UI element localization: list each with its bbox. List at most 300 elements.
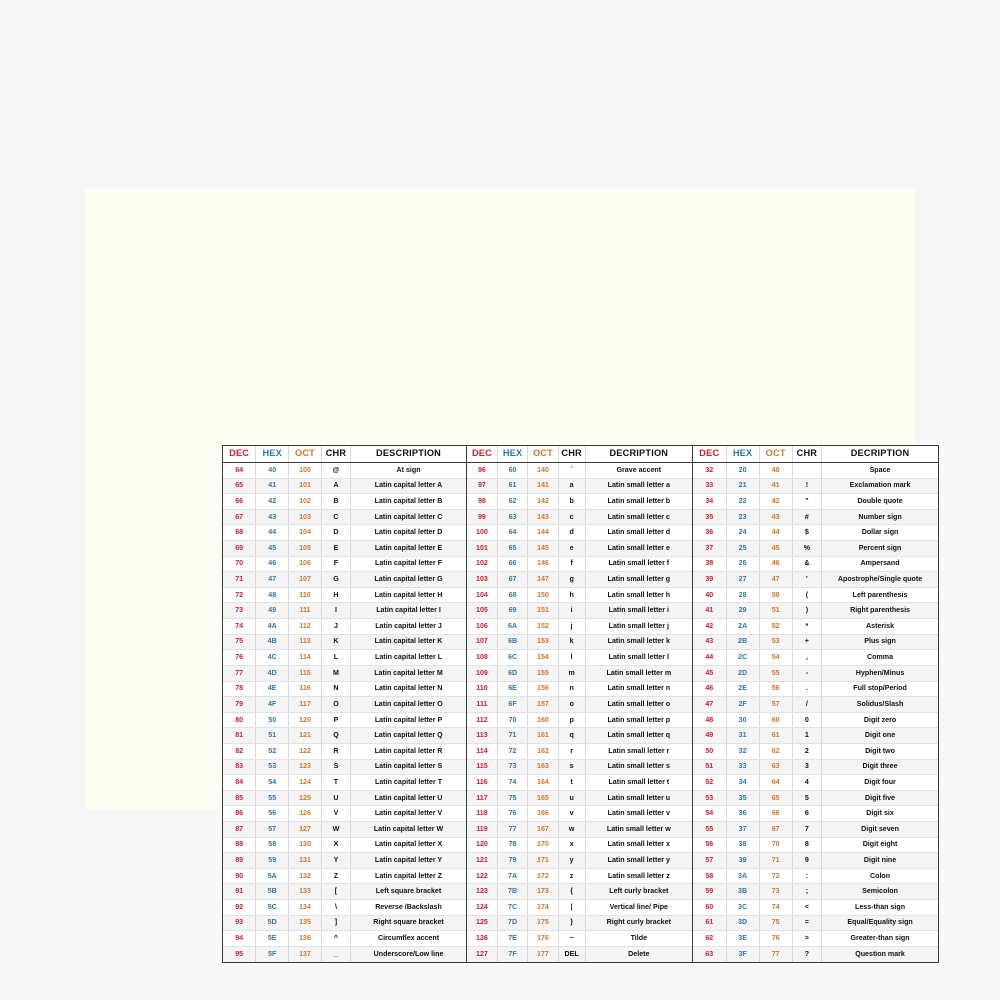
cell-chr: / xyxy=(792,697,821,713)
column-group-punctuation-digits-group xyxy=(692,446,938,962)
table-row xyxy=(467,463,692,479)
column-header-dec: DEC xyxy=(467,446,497,463)
cell-oct: 143 xyxy=(528,509,558,525)
cell-description: Circumflex accent xyxy=(351,931,466,947)
cell-hex: 6D xyxy=(497,665,527,681)
table-row xyxy=(693,946,938,961)
cell-oct: 162 xyxy=(528,743,558,759)
table-row xyxy=(223,556,466,572)
cell-chr: X xyxy=(321,837,350,853)
cell-oct: 57 xyxy=(759,697,792,713)
cell-hex: 3D xyxy=(726,915,759,931)
cell-description: Latin capital letter I xyxy=(351,603,466,619)
cell-description: Latin capital letter M xyxy=(351,665,466,681)
cell-hex: 2E xyxy=(726,681,759,697)
cell-chr: < xyxy=(792,900,821,916)
cell-hex: 73 xyxy=(497,759,527,775)
table-row xyxy=(467,478,692,494)
ascii-table-block xyxy=(222,445,939,963)
cell-dec: 66 xyxy=(223,494,256,510)
cell-chr: R xyxy=(321,743,350,759)
table-row xyxy=(467,931,692,947)
cell-oct: 134 xyxy=(289,900,322,916)
table-row xyxy=(693,650,938,666)
cell-hex: 62 xyxy=(497,494,527,510)
table-row xyxy=(467,790,692,806)
cell-description: Latin small letter f xyxy=(585,556,692,572)
table-header-row xyxy=(693,446,938,463)
table-row xyxy=(693,759,938,775)
cell-chr xyxy=(792,463,821,479)
cell-chr: . xyxy=(792,681,821,697)
cell-description: Colon xyxy=(822,868,938,884)
cell-hex: 36 xyxy=(726,806,759,822)
table-row xyxy=(223,775,466,791)
cell-dec: 87 xyxy=(223,822,256,838)
cell-oct: 140 xyxy=(528,463,558,479)
table-row xyxy=(223,728,466,744)
cell-hex: 25 xyxy=(726,541,759,557)
table-row xyxy=(467,837,692,853)
table-row xyxy=(467,541,692,557)
cell-oct: 65 xyxy=(759,790,792,806)
cell-chr: Y xyxy=(321,853,350,869)
cell-oct: 160 xyxy=(528,712,558,728)
cell-description: Semicolon xyxy=(822,884,938,900)
cell-chr: C xyxy=(321,509,350,525)
cell-hex: 71 xyxy=(497,728,527,744)
cell-description: Latin small letter l xyxy=(585,650,692,666)
cell-oct: 106 xyxy=(289,556,322,572)
cell-dec: 64 xyxy=(223,463,256,479)
cell-oct: 147 xyxy=(528,572,558,588)
cell-chr: = xyxy=(792,915,821,931)
table-row xyxy=(223,665,466,681)
table-row xyxy=(693,494,938,510)
cell-description: Latin capital letter R xyxy=(351,743,466,759)
cell-oct: 176 xyxy=(528,931,558,947)
cell-oct: 126 xyxy=(289,806,322,822)
table-row xyxy=(223,478,466,494)
cell-dec: 94 xyxy=(223,931,256,947)
cell-chr: _ xyxy=(321,946,350,961)
cell-description: Latin capital letter Y xyxy=(351,853,466,869)
cell-chr: F xyxy=(321,556,350,572)
cell-oct: 152 xyxy=(528,619,558,635)
cell-description: Digit zero xyxy=(822,712,938,728)
table-row xyxy=(467,728,692,744)
cell-description: Latin small letter s xyxy=(585,759,692,775)
cell-oct: 52 xyxy=(759,619,792,635)
cell-oct: 127 xyxy=(289,822,322,838)
cell-chr: t xyxy=(558,775,585,791)
cell-hex: 6C xyxy=(497,650,527,666)
cell-hex: 27 xyxy=(726,572,759,588)
cell-description: Latin capital letter X xyxy=(351,837,466,853)
cell-dec: 96 xyxy=(467,463,497,479)
table-row xyxy=(467,946,692,961)
table-row xyxy=(693,868,938,884)
cell-oct: 167 xyxy=(528,822,558,838)
cell-hex: 31 xyxy=(726,728,759,744)
cell-dec: 109 xyxy=(467,665,497,681)
cell-oct: 175 xyxy=(528,915,558,931)
cell-description: Latin capital letter U xyxy=(351,790,466,806)
cell-oct: 55 xyxy=(759,665,792,681)
table-row xyxy=(467,525,692,541)
cell-dec: 68 xyxy=(223,525,256,541)
cell-chr: ? xyxy=(792,946,821,961)
cell-hex: 34 xyxy=(726,775,759,791)
cell-chr: d xyxy=(558,525,585,541)
cell-dec: 50 xyxy=(693,743,726,759)
cell-description: Latin capital letter J xyxy=(351,619,466,635)
cell-description: Latin small letter w xyxy=(585,822,692,838)
cell-oct: 66 xyxy=(759,806,792,822)
cell-hex: 7A xyxy=(497,868,527,884)
table-row xyxy=(693,681,938,697)
cell-chr: I xyxy=(321,603,350,619)
cell-oct: 102 xyxy=(289,494,322,510)
cell-oct: 155 xyxy=(528,665,558,681)
cell-description: Latin small letter t xyxy=(585,775,692,791)
cell-dec: 88 xyxy=(223,837,256,853)
cell-dec: 125 xyxy=(467,915,497,931)
cell-hex: 3A xyxy=(726,868,759,884)
cell-oct: 61 xyxy=(759,728,792,744)
cell-description: Latin capital letter H xyxy=(351,587,466,603)
cell-dec: 65 xyxy=(223,478,256,494)
cell-dec: 89 xyxy=(223,853,256,869)
cell-dec: 99 xyxy=(467,509,497,525)
cell-chr: 4 xyxy=(792,775,821,791)
cell-description: Ampersand xyxy=(822,556,938,572)
cell-dec: 55 xyxy=(693,822,726,838)
cell-description: Digit three xyxy=(822,759,938,775)
table-row xyxy=(223,884,466,900)
cell-description: Digit nine xyxy=(822,853,938,869)
cell-oct: 177 xyxy=(528,946,558,961)
table-row xyxy=(223,806,466,822)
cell-dec: 61 xyxy=(693,915,726,931)
cell-oct: 115 xyxy=(289,665,322,681)
column-header-description: DECRIPTION xyxy=(822,446,938,463)
cell-description: Latin small letter j xyxy=(585,619,692,635)
table-header-row xyxy=(223,446,466,463)
table-row xyxy=(693,603,938,619)
cell-dec: 62 xyxy=(693,931,726,947)
cell-hex: 48 xyxy=(256,587,289,603)
cell-description: Left square bracket xyxy=(351,884,466,900)
cell-description: Latin capital letter O xyxy=(351,697,466,713)
cell-chr: # xyxy=(792,509,821,525)
cell-oct: 100 xyxy=(289,463,322,479)
cell-dec: 126 xyxy=(467,931,497,947)
table-row xyxy=(467,900,692,916)
cell-dec: 84 xyxy=(223,775,256,791)
cell-description: Latin small letter c xyxy=(585,509,692,525)
cell-hex: 55 xyxy=(256,790,289,806)
column-header-description: DESCRIPTION xyxy=(351,446,466,463)
cell-chr: k xyxy=(558,634,585,650)
cell-dec: 110 xyxy=(467,681,497,697)
table-row xyxy=(223,900,466,916)
cell-hex: 77 xyxy=(497,822,527,838)
cell-dec: 112 xyxy=(467,712,497,728)
cell-description: Grave accent xyxy=(585,463,692,479)
cell-dec: 90 xyxy=(223,868,256,884)
cell-chr: V xyxy=(321,806,350,822)
cell-dec: 49 xyxy=(693,728,726,744)
cell-oct: 74 xyxy=(759,900,792,916)
table-row xyxy=(693,619,938,635)
cell-chr: " xyxy=(792,494,821,510)
cell-description: Latin capital letter A xyxy=(351,478,466,494)
cell-hex: 23 xyxy=(726,509,759,525)
cell-description: Digit two xyxy=(822,743,938,759)
cell-description: Comma xyxy=(822,650,938,666)
cell-oct: 112 xyxy=(289,619,322,635)
cell-description: Full stop/Period xyxy=(822,681,938,697)
cell-chr: - xyxy=(792,665,821,681)
cell-description: Latin small letter m xyxy=(585,665,692,681)
cell-hex: 43 xyxy=(256,509,289,525)
cell-oct: 166 xyxy=(528,806,558,822)
cell-description: Latin capital letter P xyxy=(351,712,466,728)
cell-hex: 6E xyxy=(497,681,527,697)
cell-dec: 102 xyxy=(467,556,497,572)
cell-dec: 105 xyxy=(467,603,497,619)
cell-chr: > xyxy=(792,931,821,947)
cell-dec: 41 xyxy=(693,603,726,619)
column-header-chr: CHR xyxy=(792,446,821,463)
cell-chr: u xyxy=(558,790,585,806)
cell-hex: 67 xyxy=(497,572,527,588)
table-row xyxy=(467,556,692,572)
cell-oct: 146 xyxy=(528,556,558,572)
cell-dec: 119 xyxy=(467,822,497,838)
cell-dec: 93 xyxy=(223,915,256,931)
table-row xyxy=(467,603,692,619)
cell-oct: 132 xyxy=(289,868,322,884)
table-row xyxy=(467,494,692,510)
table-header-row xyxy=(467,446,692,463)
cell-description: Latin small letter p xyxy=(585,712,692,728)
cell-oct: 144 xyxy=(528,525,558,541)
cell-description: Latin small letter a xyxy=(585,478,692,494)
cell-dec: 44 xyxy=(693,650,726,666)
cell-oct: 117 xyxy=(289,697,322,713)
cell-chr: % xyxy=(792,541,821,557)
cell-description: Latin capital letter B xyxy=(351,494,466,510)
cell-oct: 71 xyxy=(759,853,792,869)
column-header-dec: DEC xyxy=(693,446,726,463)
table-row xyxy=(693,478,938,494)
cell-dec: 63 xyxy=(693,946,726,961)
cell-description: Latin small letter e xyxy=(585,541,692,557)
cell-hex: 70 xyxy=(497,712,527,728)
cell-description: Latin small letter z xyxy=(585,868,692,884)
cell-oct: 101 xyxy=(289,478,322,494)
column-header-oct: OCT xyxy=(289,446,322,463)
cell-oct: 122 xyxy=(289,743,322,759)
table-row xyxy=(693,572,938,588)
cell-description: Latin small letter u xyxy=(585,790,692,806)
cell-dec: 51 xyxy=(693,759,726,775)
cell-chr: P xyxy=(321,712,350,728)
cell-dec: 69 xyxy=(223,541,256,557)
cell-dec: 106 xyxy=(467,619,497,635)
table-row xyxy=(693,541,938,557)
cell-description: Double quote xyxy=(822,494,938,510)
cell-hex: 24 xyxy=(726,525,759,541)
cell-hex: 5C xyxy=(256,900,289,916)
table-row xyxy=(467,806,692,822)
cell-description: Latin small letter b xyxy=(585,494,692,510)
cell-hex: 7F xyxy=(497,946,527,961)
cell-description: Latin capital letter V xyxy=(351,806,466,822)
cell-oct: 45 xyxy=(759,541,792,557)
cell-hex: 41 xyxy=(256,478,289,494)
cell-dec: 70 xyxy=(223,556,256,572)
cell-chr: 5 xyxy=(792,790,821,806)
cell-chr: K xyxy=(321,634,350,650)
cell-description: Reverse /Backslash xyxy=(351,900,466,916)
cell-hex: 7B xyxy=(497,884,527,900)
column-header-hex: HEX xyxy=(726,446,759,463)
table-row xyxy=(693,837,938,853)
column-header-description: DECRIPTION xyxy=(585,446,692,463)
table-row xyxy=(223,509,466,525)
cell-dec: 32 xyxy=(693,463,726,479)
table-row xyxy=(467,697,692,713)
cell-hex: 4A xyxy=(256,619,289,635)
table-row xyxy=(223,463,466,479)
cell-hex: 6B xyxy=(497,634,527,650)
column-group-uppercase-group xyxy=(223,446,466,962)
cell-description: Latin capital letter E xyxy=(351,541,466,557)
column-header-hex: HEX xyxy=(497,446,527,463)
cell-chr: ~ xyxy=(558,931,585,947)
cell-description: Right parenthesis xyxy=(822,603,938,619)
cell-description: Latin small letter v xyxy=(585,806,692,822)
cell-chr: DEL xyxy=(558,946,585,961)
cell-dec: 58 xyxy=(693,868,726,884)
cell-hex: 6F xyxy=(497,697,527,713)
cell-dec: 71 xyxy=(223,572,256,588)
cell-dec: 121 xyxy=(467,853,497,869)
table-row xyxy=(693,463,938,479)
cell-chr: S xyxy=(321,759,350,775)
cell-description: Digit four xyxy=(822,775,938,791)
cell-description: Solidus/Slash xyxy=(822,697,938,713)
column-header-dec: DEC xyxy=(223,446,256,463)
cell-chr: @ xyxy=(321,463,350,479)
table-row xyxy=(693,556,938,572)
cell-oct: 42 xyxy=(759,494,792,510)
cell-hex: 56 xyxy=(256,806,289,822)
cell-hex: 5A xyxy=(256,868,289,884)
cell-oct: 120 xyxy=(289,712,322,728)
column-header-oct: OCT xyxy=(528,446,558,463)
cell-dec: 77 xyxy=(223,665,256,681)
cell-chr: a xyxy=(558,478,585,494)
cell-chr: h xyxy=(558,587,585,603)
cell-chr: T xyxy=(321,775,350,791)
cell-hex: 38 xyxy=(726,837,759,853)
table-row xyxy=(693,822,938,838)
cell-chr: ^ xyxy=(321,931,350,947)
cell-hex: 3B xyxy=(726,884,759,900)
art-print-panel xyxy=(85,188,923,958)
cell-description: Vertical line/ Pipe xyxy=(585,900,692,916)
table-row xyxy=(223,712,466,728)
ascii-table-uppercase-group xyxy=(223,446,466,962)
cell-chr: & xyxy=(792,556,821,572)
table-row xyxy=(467,822,692,838)
table-row xyxy=(467,665,692,681)
cell-hex: 35 xyxy=(726,790,759,806)
table-row xyxy=(693,775,938,791)
cell-description: Latin small letter n xyxy=(585,681,692,697)
cell-hex: 7E xyxy=(497,931,527,947)
cell-description: Plus sign xyxy=(822,634,938,650)
cell-hex: 4B xyxy=(256,634,289,650)
table-row xyxy=(467,868,692,884)
table-row xyxy=(223,494,466,510)
table-row xyxy=(467,681,692,697)
cell-hex: 76 xyxy=(497,806,527,822)
cell-oct: 150 xyxy=(528,587,558,603)
cell-dec: 83 xyxy=(223,759,256,775)
table-row xyxy=(693,634,938,650)
column-header-chr: CHR xyxy=(321,446,350,463)
table-row xyxy=(223,868,466,884)
table-row xyxy=(467,572,692,588)
cell-dec: 80 xyxy=(223,712,256,728)
cell-chr: M xyxy=(321,665,350,681)
cell-dec: 79 xyxy=(223,697,256,713)
cell-description: Latin small letter g xyxy=(585,572,692,588)
cell-description: Greater-than sign xyxy=(822,931,938,947)
cell-description: Hyphen/Minus xyxy=(822,665,938,681)
cell-hex: 46 xyxy=(256,556,289,572)
cell-chr: H xyxy=(321,587,350,603)
table-row xyxy=(693,743,938,759)
cell-dec: 46 xyxy=(693,681,726,697)
cell-chr: + xyxy=(792,634,821,650)
table-row xyxy=(693,728,938,744)
cell-dec: 122 xyxy=(467,868,497,884)
cell-oct: 130 xyxy=(289,837,322,853)
cell-hex: 42 xyxy=(256,494,289,510)
cell-hex: 5F xyxy=(256,946,289,961)
cell-hex: 21 xyxy=(726,478,759,494)
cell-description: Latin small letter r xyxy=(585,743,692,759)
cell-description: Equal/Equality sign xyxy=(822,915,938,931)
cell-oct: 63 xyxy=(759,759,792,775)
cell-chr: y xyxy=(558,853,585,869)
cell-dec: 59 xyxy=(693,884,726,900)
table-row xyxy=(693,665,938,681)
cell-description: Latin small letter q xyxy=(585,728,692,744)
cell-hex: 22 xyxy=(726,494,759,510)
cell-oct: 40 xyxy=(759,463,792,479)
cell-chr: 8 xyxy=(792,837,821,853)
cell-hex: 2F xyxy=(726,697,759,713)
cell-hex: 2A xyxy=(726,619,759,635)
cell-chr: * xyxy=(792,619,821,635)
